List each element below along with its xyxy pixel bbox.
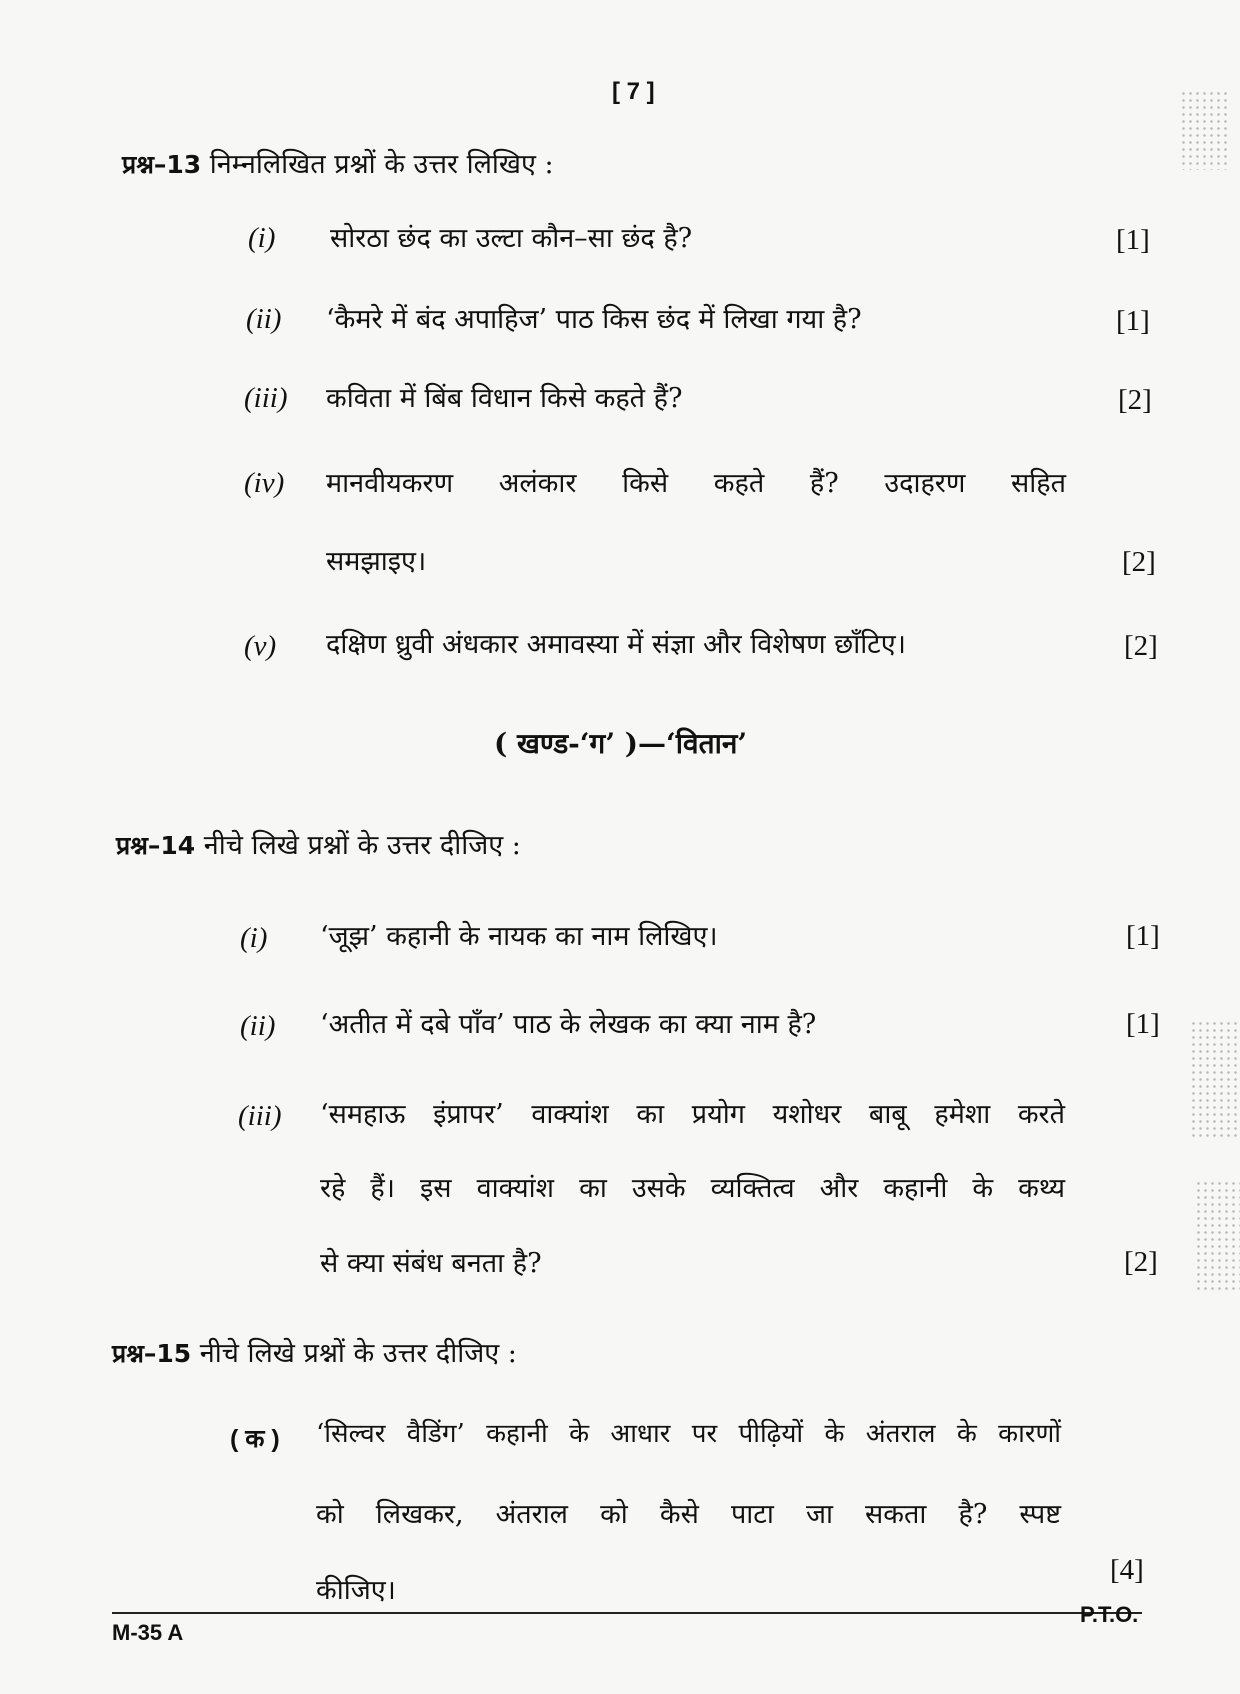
item-text: दक्षिण ध्रुवी अंधकार अमावस्या में संज्ञा और विशेषण छाँटिए। — [326, 629, 906, 660]
item-text: कीजिए। — [316, 1575, 396, 1606]
section-heading: ( खण्ड-‘ग’ )—‘वितान’ — [494, 727, 748, 760]
item-text: ‘अतीत में दबे पाँव’ पाठ के लेखक का क्या नाम है? — [320, 1009, 817, 1040]
paper-code: M-35 A — [112, 1620, 184, 1645]
item-text: सोरठा छंद का उल्टा कौन–सा छंद है? — [330, 223, 693, 254]
scan-noise — [1180, 90, 1230, 170]
item-marks: [2] — [1122, 546, 1156, 578]
item-text: ‘सिल्वर वैडिंग’ कहानी के आधार पर पीढ़ियों के अंतराल के कारणों — [316, 1419, 1061, 1449]
item-marks: [1] — [1116, 305, 1150, 337]
item-text: ‘समहाऊ इंप्रापर’ वाक्यांश का प्रयोग यशोधर बाबू हमेशा करते — [320, 1099, 1065, 1130]
item-number: (ii) — [246, 303, 282, 335]
item-number: (iv) — [244, 467, 285, 499]
item-marks: [2] — [1124, 1246, 1158, 1278]
item-marks: [2] — [1118, 384, 1152, 416]
item-number: (v) — [244, 630, 277, 662]
page-number: [ 7 ] — [612, 78, 655, 105]
item-text: ‘कैमरे में बंद अपाहिज’ पाठ किस छंद में लिखा गया है? — [326, 304, 862, 335]
item-number: (ii) — [240, 1010, 276, 1042]
item-marks: [4] — [1110, 1554, 1144, 1586]
question-heading: नीचे लिखे प्रश्नों के उत्तर दीजिए : — [203, 830, 521, 861]
item-text: ‘जूझ’ कहानी के नायक का नाम लिखिए। — [320, 921, 718, 952]
item-text: समझाइए। — [326, 546, 427, 577]
question-label: प्रश्न–14 — [116, 831, 196, 860]
item-number: (i) — [248, 222, 276, 254]
item-text: कविता में बिंब विधान किसे कहते हैं? — [326, 383, 683, 414]
item-number: (iii) — [244, 382, 288, 414]
item-text: को लिखकर, अंतराल को कैसे पाटा जा सकता है? स्पष्ट — [316, 1499, 1061, 1530]
question-label: प्रश्न–13 — [122, 150, 202, 179]
item-number: ( क ) — [230, 1425, 280, 1453]
item-marks: [1] — [1116, 224, 1150, 256]
pto-label: P.T.O. — [1080, 1602, 1139, 1627]
item-marks: [2] — [1124, 630, 1158, 662]
item-number: (i) — [240, 922, 268, 954]
question-heading: निम्नलिखित प्रश्नों के उत्तर लिखिए : — [209, 149, 554, 180]
item-number: (iii) — [238, 1100, 282, 1132]
item-text: रहे हैं। इस वाक्यांश का उसके व्यक्तित्व और कहानी के कथ्य — [320, 1173, 1065, 1204]
item-marks: [1] — [1126, 1008, 1160, 1040]
item-marks: [1] — [1126, 920, 1160, 952]
question-heading: नीचे लिखे प्रश्नों के उत्तर दीजिए : — [199, 1338, 517, 1369]
item-text: से क्या संबंध बनता है? — [320, 1248, 542, 1279]
scan-noise — [1195, 1180, 1240, 1290]
question-label: प्रश्न–15 — [112, 1339, 192, 1368]
scan-noise — [1190, 1020, 1240, 1140]
footer-rule — [112, 1612, 1142, 1614]
item-text: मानवीयकरण अलंकार किसे कहते हैं? उदाहरण सहित — [326, 468, 1066, 499]
